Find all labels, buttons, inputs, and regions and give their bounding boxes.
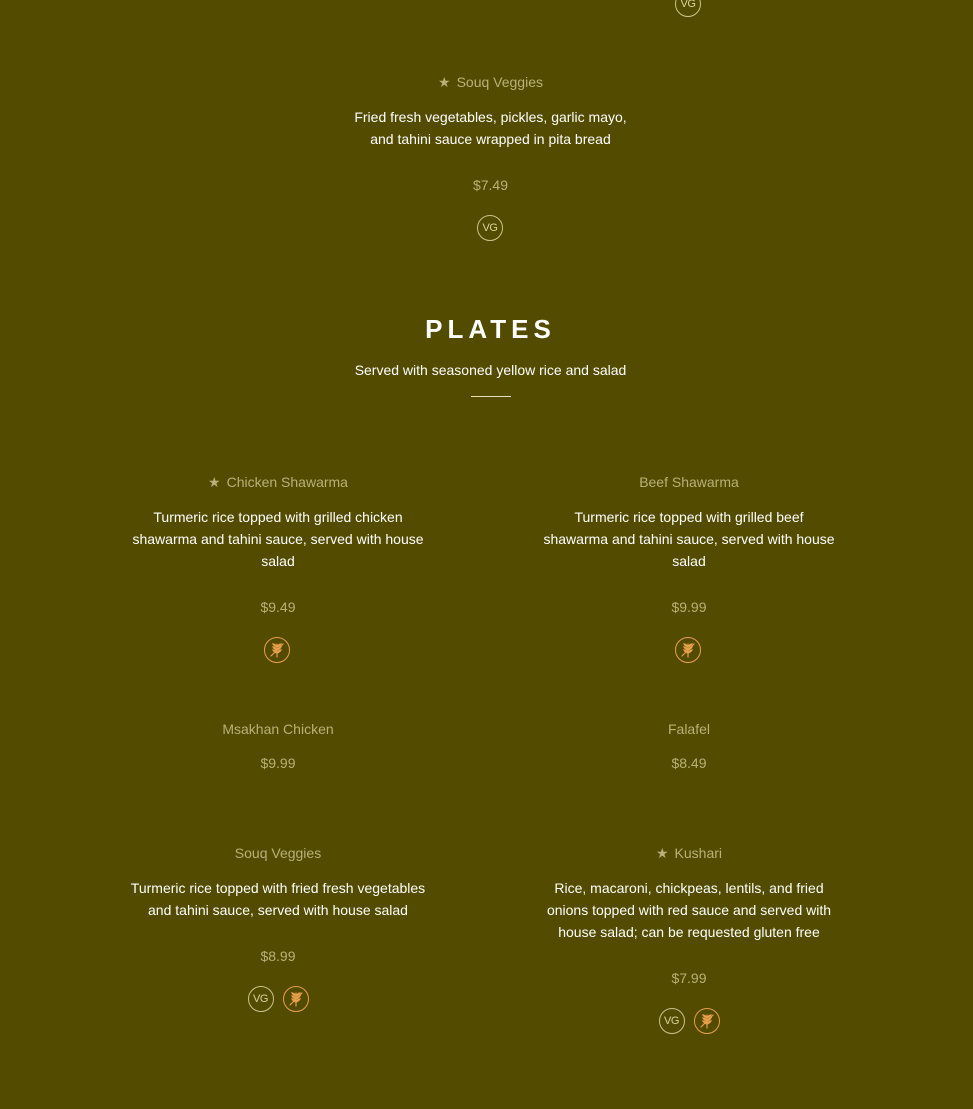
star-icon: ★ [438,74,451,90]
dietary-icons [128,986,428,1012]
star-icon: ★ [208,474,221,490]
menu-item-name: ★ Chicken Shawarma [208,474,348,490]
vegan-badge-icon: VG [675,0,701,17]
menu-item-description: Turmeric rice topped with grilled chicken shawarma and tahini sauce, served with house salad [132,509,424,569]
star-icon: ★ [655,845,669,861]
menu-item-price: $8.49 [671,755,707,771]
gluten-free-wheat-icon [264,637,290,663]
menu-item-description: Turmeric rice topped with fried fresh vegetables and tahini sauce, served with house salad [130,880,426,918]
menu-item-name: ★ Kushari [655,845,723,861]
section-subtitle: Served with seasoned yellow rice and salad [354,362,627,378]
menu-item-name: Souq Veggies [234,845,322,861]
vegan-badge-icon: VG [659,1008,685,1034]
menu-item-price: $8.99 [260,948,296,964]
menu-item-description: Fried fresh vegetables, pickles, garlic mayo, and tahini sauce wrapped in pita bread [354,109,627,147]
section-title: PLATES [425,314,556,344]
vegan-badge-icon: VG [248,986,274,1012]
menu-item-name: Falafel [667,721,711,737]
menu-item-name: Msakhan Chicken [222,721,334,737]
menu-item-name: Beef Shawarma [639,474,739,490]
vegan-badge-icon: VG [477,215,503,241]
menu-item-price: $9.99 [260,755,296,771]
menu-item-name: ★ Souq Veggies [438,74,543,90]
section-divider [471,396,511,397]
menu-item-price: $7.99 [671,970,707,986]
menu-item-description: Turmeric rice topped with grilled beef shawarma and tahini sauce, served with house salad [543,509,835,569]
menu-item-price: $9.49 [260,599,296,615]
menu-item-price: $9.99 [671,599,707,615]
gluten-free-wheat-icon [675,637,701,663]
menu-item-description: Rice, macaroni, chickpeas, lentils, and fried onions topped with red sauce and served with house salad; can be requested gluten free [546,880,832,940]
gluten-free-wheat-icon [694,1008,720,1034]
menu-item-price: $7.49 [472,177,509,193]
dietary-icons [539,1008,839,1034]
gluten-free-wheat-icon [283,986,309,1012]
